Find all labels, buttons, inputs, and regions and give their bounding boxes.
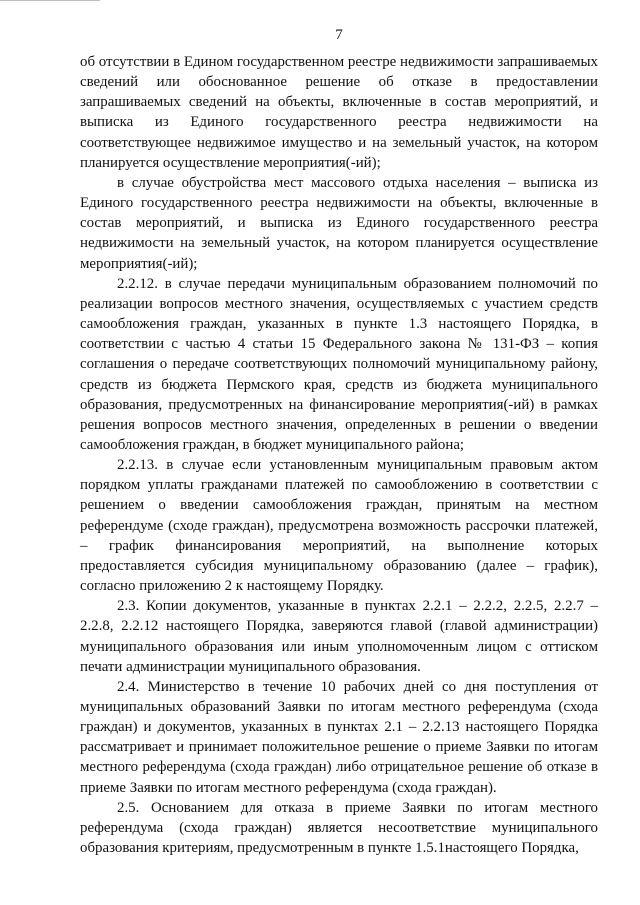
paragraph-2-5: 2.5. Основанием для отказа в приеме Заявки по итогам местного референдума (схода граждан) является несоответствие муниципального образования критериям, предусмотренным в пункте 1.5.1настоящего Порядка, [80, 799, 598, 857]
paragraph-2-2-13: 2.2.13. в случае если установленным муниципальным правовым актом порядком уплаты гражданами платежей по самообложению в соответствии с решением о введении самообложения граждан, принятым на местном референдуме (сходе граждан), предусмотрена возможность рассрочки платежей, – график финансирования мероприятий, на выполнение которых предоставляется субсидия муниципальному образованию (далее – график), согласно приложению 2 к настоящему Порядку. [80, 457, 598, 595]
paragraph-2-2-12: 2.2.12. в случае передачи муниципальным образованием полномочий по реализации вопросов местного значения, осуществляемых с участием средств самообложения граждан, указанных в пункте 1.3 настоящего Порядка, в соответствии с частью 4 статьи 15 Федерального закона № 131-ФЗ – копия соглашения о передаче соответствующих полномочий муниципальному району, средств из бюджета Пермского края, средств из бюджета муниципального образования, предусмотренных на финансирование мероприятия(-ий) в рамках решения вопросов местного значения, определенных в решении о введении самообложения граждан, в бюджет муниципального района; [80, 275, 598, 453]
paragraph-continuation: об отсутствии в Едином государственном реестре недвижимости запрашиваемых сведений или обоснованное решение об отказе в предоставлении запрашиваемых сведений на объекты, включенные в состав мероприятий, и выписка из Единого государственного реестра недвижимости на соответствующее недвижимое имущество и на земельный участок, на котором планируется осуществление мероприятия(-ий); [80, 54, 598, 171]
page-number: 7 [335, 27, 343, 43]
paragraph-recreation-areas: в случае обустройства мест массового отдыха населения – выписка из Единого государственного реестра недвижимости на объекты, включенные в состав мероприятий, и выписка из Единого государственного реестра недвижимости на земельный участок, на котором планируется осуществление мероприятия(-ий); [80, 174, 598, 272]
paragraph-2-3: 2.3. Копии документов, указанные в пунктах 2.2.1 – 2.2.2, 2.2.5, 2.2.7 – 2.2.8, 2.2.12 настоящего Порядка, заверяются главой (главой администрации) муниципального образования или иным уполномоченным лицом с оттиском печати администрации муниципального образования. [80, 598, 598, 675]
scan-edge-line [0, 0, 100, 1]
paragraph-2-4: 2.4. Министерство в течение 10 рабочих дней со дня поступления от муниципальных образований Заявки по итогам местного референдума (схода граждан) и документов, указанных в пунктах 2.1 – 2.2.13 настоящего Порядка рассматривает и принимает положительное решение о приеме Заявки по итогам местного референдума (схода граждан) либо отрицательное решение об отказе в приеме Заявки по итогам местного референдума (схода граждан). [80, 678, 598, 796]
document-body [80, 52, 598, 858]
